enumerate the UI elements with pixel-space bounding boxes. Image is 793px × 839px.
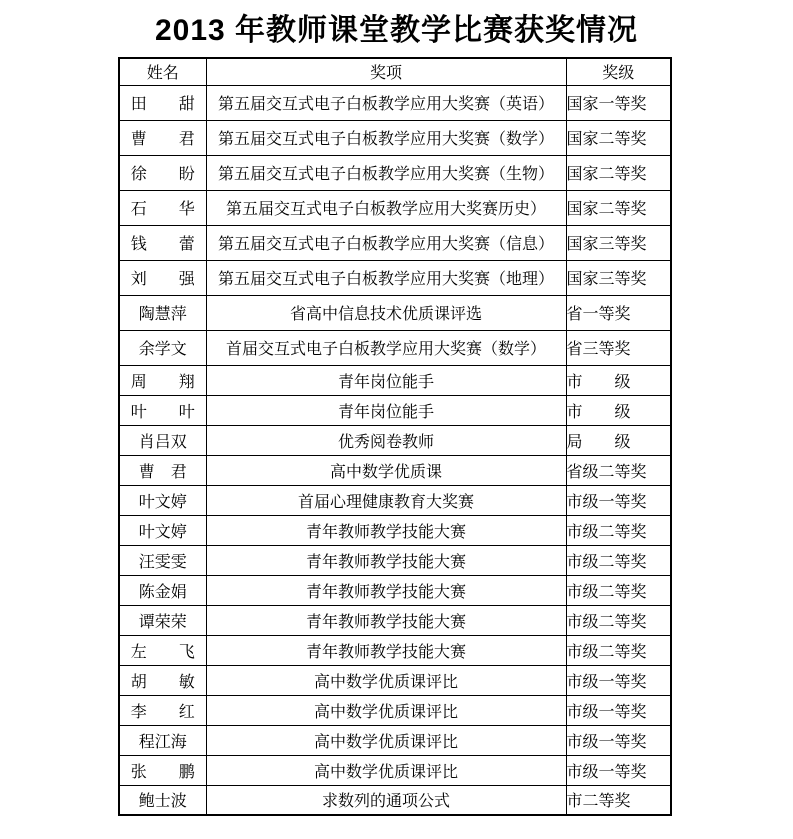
column-header-level: 奖级 bbox=[566, 58, 671, 85]
award-level: 局 级 bbox=[566, 425, 671, 455]
award-title: 青年岗位能手 bbox=[206, 395, 566, 425]
award-level: 国家二等奖 bbox=[566, 155, 671, 190]
award-title: 求数列的通项公式 bbox=[206, 785, 566, 815]
teacher-name: 李 红 bbox=[119, 695, 206, 725]
award-title: 高中数学优质课评比 bbox=[206, 725, 566, 755]
award-title: 首届交互式电子白板教学应用大奖赛（数学） bbox=[206, 330, 566, 365]
teacher-name: 陶慧萍 bbox=[119, 295, 206, 330]
award-level: 省级二等奖 bbox=[566, 455, 671, 485]
award-title: 高中数学优质课 bbox=[206, 455, 566, 485]
teacher-name: 田 甜 bbox=[119, 85, 206, 120]
teacher-name: 左 飞 bbox=[119, 635, 206, 665]
award-level: 国家三等奖 bbox=[566, 260, 671, 295]
award-title: 高中数学优质课评比 bbox=[206, 695, 566, 725]
teacher-name: 程江海 bbox=[119, 725, 206, 755]
table-row bbox=[119, 515, 671, 545]
award-level: 国家一等奖 bbox=[566, 85, 671, 120]
table-row bbox=[119, 85, 671, 120]
award-level: 市 级 bbox=[566, 395, 671, 425]
page-title: 2013 年教师课堂教学比赛获奖情况 bbox=[154, 14, 639, 47]
teacher-name: 石 华 bbox=[119, 190, 206, 225]
teacher-name: 鲍士波 bbox=[119, 785, 206, 815]
award-level: 市级一等奖 bbox=[566, 725, 671, 755]
award-level: 市级一等奖 bbox=[566, 485, 671, 515]
table-row bbox=[119, 330, 671, 365]
table-row bbox=[119, 155, 671, 190]
teacher-name: 肖吕双 bbox=[119, 425, 206, 455]
award-title: 青年教师教学技能大赛 bbox=[206, 635, 566, 665]
award-title: 高中数学优质课评比 bbox=[206, 665, 566, 695]
table-body bbox=[119, 85, 671, 815]
award-level: 市级二等奖 bbox=[566, 605, 671, 635]
award-title: 青年岗位能手 bbox=[206, 365, 566, 395]
award-title: 第五届交互式电子白板教学应用大奖赛（地理） bbox=[206, 260, 566, 295]
teacher-name: 钱 蕾 bbox=[119, 225, 206, 260]
teacher-name: 曹 君 bbox=[119, 455, 206, 485]
award-title: 青年教师教学技能大赛 bbox=[206, 605, 566, 635]
award-title: 第五届交互式电子白板教学应用大奖赛（数学） bbox=[206, 120, 566, 155]
teacher-name: 余学文 bbox=[119, 330, 206, 365]
teacher-name: 谭荣荣 bbox=[119, 605, 206, 635]
award-level: 国家二等奖 bbox=[566, 190, 671, 225]
table-row bbox=[119, 755, 671, 785]
teacher-name: 叶 叶 bbox=[119, 395, 206, 425]
table-row bbox=[119, 725, 671, 755]
award-level: 市级一等奖 bbox=[566, 755, 671, 785]
award-level: 市级一等奖 bbox=[566, 695, 671, 725]
teacher-name: 周 翔 bbox=[119, 365, 206, 395]
table-row bbox=[119, 225, 671, 260]
teacher-name: 张 鹏 bbox=[119, 755, 206, 785]
award-level: 市级二等奖 bbox=[566, 545, 671, 575]
table-row bbox=[119, 395, 671, 425]
award-level: 市二等奖 bbox=[566, 785, 671, 815]
teacher-name: 曹 君 bbox=[119, 120, 206, 155]
table-row bbox=[119, 695, 671, 725]
table-row bbox=[119, 785, 671, 815]
teacher-name: 徐 盼 bbox=[119, 155, 206, 190]
award-title: 第五届交互式电子白板教学应用大奖赛（英语） bbox=[206, 85, 566, 120]
award-level: 省一等奖 bbox=[566, 295, 671, 330]
award-title: 第五届交互式电子白板教学应用大奖赛历史） bbox=[206, 190, 566, 225]
table-row bbox=[119, 575, 671, 605]
table-row bbox=[119, 425, 671, 455]
award-title: 第五届交互式电子白板教学应用大奖赛（生物） bbox=[206, 155, 566, 190]
award-title: 第五届交互式电子白板教学应用大奖赛（信息） bbox=[206, 225, 566, 260]
header-row bbox=[119, 58, 671, 85]
table-row bbox=[119, 635, 671, 665]
table-row bbox=[119, 455, 671, 485]
table-row bbox=[119, 260, 671, 295]
award-level: 国家二等奖 bbox=[566, 120, 671, 155]
teacher-name: 汪雯雯 bbox=[119, 545, 206, 575]
table-row bbox=[119, 295, 671, 330]
column-header-award: 奖项 bbox=[206, 58, 566, 85]
table-row bbox=[119, 485, 671, 515]
teacher-name: 叶文婷 bbox=[119, 515, 206, 545]
table-row bbox=[119, 665, 671, 695]
award-title: 青年教师教学技能大赛 bbox=[206, 575, 566, 605]
award-level: 市级二等奖 bbox=[566, 635, 671, 665]
award-level: 国家三等奖 bbox=[566, 225, 671, 260]
award-title: 首届心理健康教育大奖赛 bbox=[206, 485, 566, 515]
award-title: 青年教师教学技能大赛 bbox=[206, 545, 566, 575]
award-level: 市级二等奖 bbox=[566, 575, 671, 605]
column-header-name: 姓名 bbox=[119, 58, 206, 85]
award-title: 优秀阅卷教师 bbox=[206, 425, 566, 455]
teacher-name: 胡 敏 bbox=[119, 665, 206, 695]
table-row bbox=[119, 120, 671, 155]
award-level: 市级一等奖 bbox=[566, 665, 671, 695]
table-row bbox=[119, 545, 671, 575]
table-row bbox=[119, 365, 671, 395]
award-title: 高中数学优质课评比 bbox=[206, 755, 566, 785]
award-title: 省高中信息技术优质课评选 bbox=[206, 295, 566, 330]
table-row bbox=[119, 190, 671, 225]
award-title: 青年教师教学技能大赛 bbox=[206, 515, 566, 545]
teacher-name: 陈金娟 bbox=[119, 575, 206, 605]
teacher-name: 刘 强 bbox=[119, 260, 206, 295]
award-level: 省三等奖 bbox=[566, 330, 671, 365]
table-row bbox=[119, 605, 671, 635]
awards-table bbox=[118, 57, 672, 816]
teacher-name: 叶文婷 bbox=[119, 485, 206, 515]
award-level: 市级二等奖 bbox=[566, 515, 671, 545]
award-level: 市 级 bbox=[566, 365, 671, 395]
